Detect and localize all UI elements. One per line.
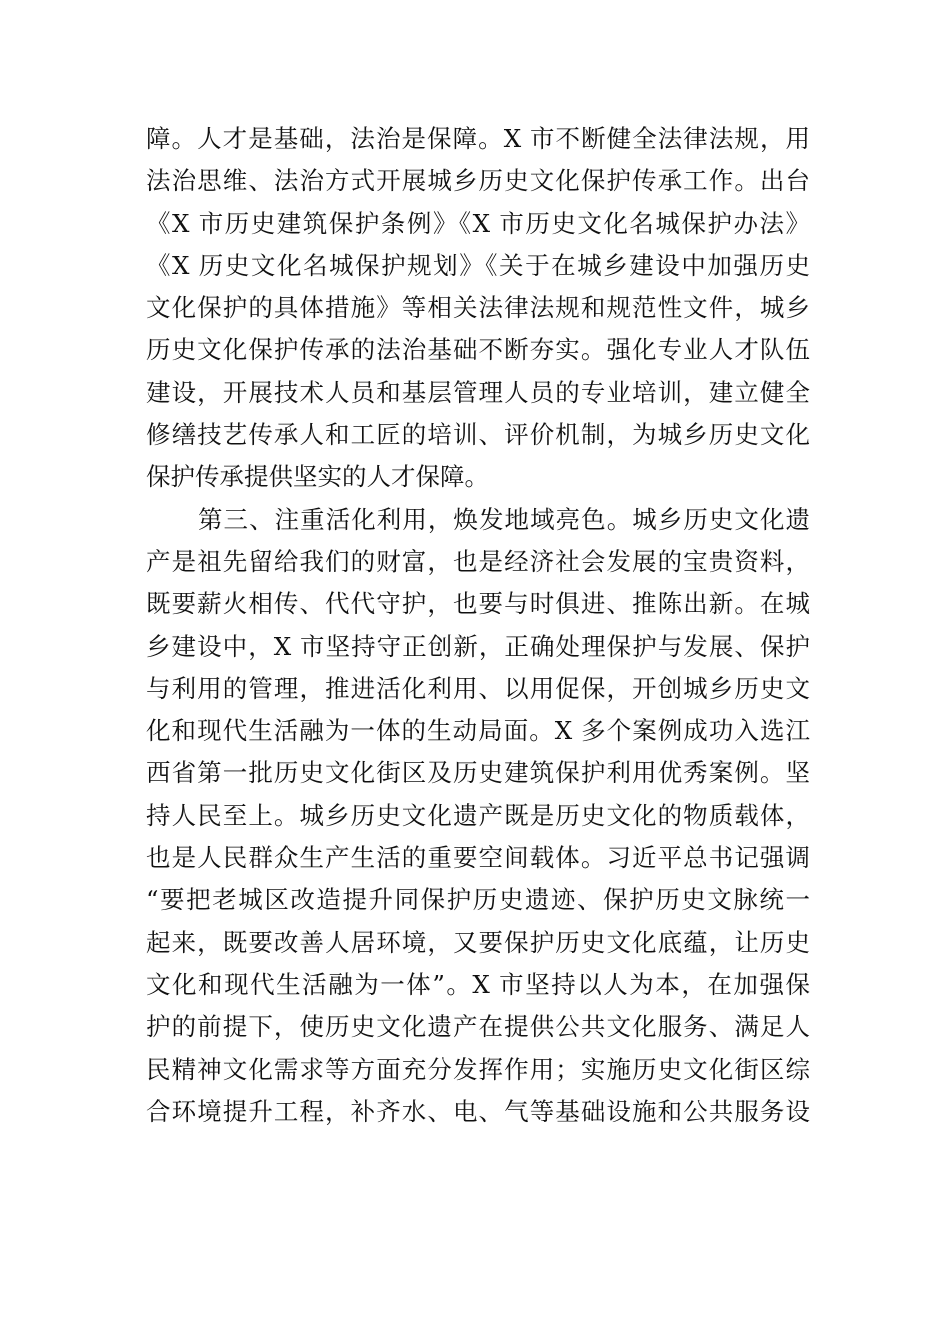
text-line: “要把老城区改造提升同保护历史遗迹、保护历史文脉统一 <box>146 885 810 915</box>
text-line: 产是祖先留给我们的财富，也是经济社会发展的宝贵资料， <box>146 546 810 576</box>
text-line: 建设，开展技术人员和基层管理人员的专业培训，建立健全 <box>146 377 810 407</box>
text-line: 文化保护的具体措施》等相关法律法规和规范性文件，城乡 <box>146 293 810 323</box>
text-line: 法治思维、法治方式开展城乡历史文化保护传承工作。出台 <box>146 166 810 196</box>
text-line: 起来，既要改善人居环境，又要保护历史文化底蕴，让历史 <box>146 927 810 957</box>
text-line: 与利用的管理，推进活化利用、以用促保，开创城乡历史文 <box>146 673 810 703</box>
text-line: 护的前提下，使历史文化遗产在提供公共文化服务、满足人 <box>146 1012 810 1042</box>
text-line: 持人民至上。城乡历史文化遗产既是历史文化的物质载体， <box>146 800 810 830</box>
text-line: 《X 历史文化名城保护规划》《关于在城乡建设中加强历史 <box>146 250 810 280</box>
paragraph-third-point <box>146 499 810 1133</box>
paragraph-rule-of-law-talent <box>146 118 810 499</box>
text-line: 化和现代生活融为一体的生动局面。X 多个案例成功入选江 <box>146 716 810 746</box>
text-line: 《X 市历史建筑保护条例》《X 市历史文化名城保护办法》 <box>146 208 810 238</box>
text-line: 修缮技艺传承人和工匠的培训、评价机制，为城乡历史文化 <box>146 420 810 450</box>
text-line: 民精神文化需求等方面充分发挥作用；实施历史文化街区综 <box>146 1054 810 1084</box>
text-line: 历史文化保护传承的法治基础不断夯实。强化专业人才队伍 <box>146 335 810 365</box>
text-line: 乡建设中，X 市坚持守正创新，正确处理保护与发展、保护 <box>146 631 810 661</box>
text-line: 西省第一批历史文化街区及历史建筑保护利用优秀案例。坚 <box>146 758 810 788</box>
text-line: 既要薪火相传、代代守护，也要与时俱进、推陈出新。在城 <box>146 589 810 619</box>
text-line: 合环境提升工程，补齐水、电、气等基础设施和公共服务设 <box>146 1096 810 1126</box>
text-line: 也是人民群众生产生活的重要空间载体。习近平总书记强调 <box>146 843 810 873</box>
body-text <box>146 118 810 1133</box>
text-line: 文化和现代生活融为一体”。X 市坚持以人为本，在加强保 <box>146 969 810 999</box>
text-line: 第三、注重活化利用，焕发地域亮色。城乡历史文化遗 <box>198 504 810 534</box>
text-line: 障。人才是基础，法治是保障。X 市不断健全法律法规，用 <box>146 124 810 153</box>
text-line: 保护传承提供坚实的人才保障。 <box>146 462 489 492</box>
